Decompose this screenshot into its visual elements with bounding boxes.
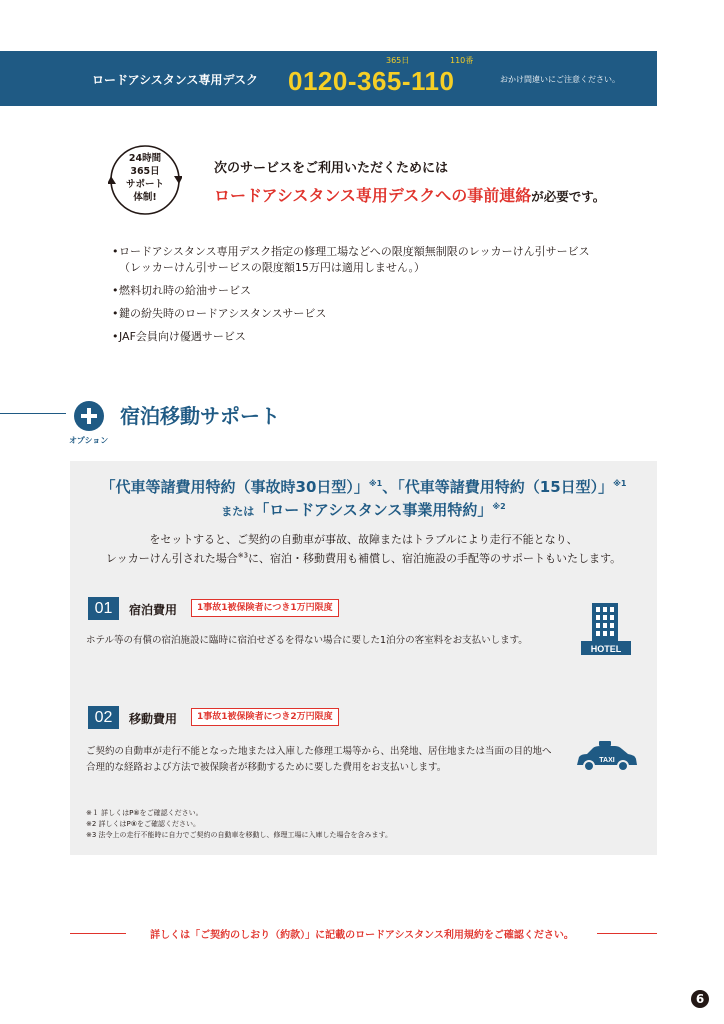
plus-icon	[74, 401, 104, 431]
desc-text-b: に、宿泊・移動費用も補償し、宿泊施設の手配等のサポートもいたします。	[248, 552, 622, 565]
panel-description-2	[70, 550, 657, 566]
badge-line-1: 24時間	[128, 153, 162, 164]
service-list	[112, 244, 672, 352]
footnote-3: ※3 法令上の走行不能時に自力でご契約の自動車を移動し、修理工場に入庫した場合を含みます。	[86, 831, 392, 839]
rider-name-3: 「ロードアシスタンス事業用特約」	[254, 501, 493, 519]
section-rule	[0, 413, 66, 414]
section-title: 宿泊移動サポート	[120, 404, 280, 428]
item-body-transport: ご契約の自動車が走行不能となった地または入庫した修理工場等から、出発地、居住地または当面の目的地へ合理的な経路および方法で被保険者が移動するために要した費用をお支払いします。	[86, 746, 552, 773]
list-item-text: ロードアシスタンス専用デスク指定の修理工場などへの限度額無制限のレッカーけん引サービス	[119, 245, 590, 258]
panel-lead-1	[70, 476, 657, 497]
hotel-icon	[581, 599, 631, 657]
footnote-2: ※2 詳しくはP⑧をご確認ください。	[86, 820, 201, 828]
page-number: 6	[691, 990, 709, 1008]
footnote-mark: ※1	[368, 479, 383, 488]
item-number-02: 02	[88, 706, 119, 729]
list-item-text: JAF会員向け優遇サービス	[119, 330, 246, 343]
footnotes	[86, 808, 392, 841]
dial-caution: おかけ間違いにご注意ください。	[500, 75, 620, 84]
hotel-label: HOTEL	[590, 644, 622, 654]
intro-highlight: ロードアシスタンス専用デスクへの事前連絡	[214, 186, 532, 205]
list-item	[112, 306, 672, 322]
list-item-text: 燃料切れ時の給油サービス	[119, 284, 251, 297]
item-title-lodging: 宿泊費用	[129, 603, 178, 617]
footnote-mark: ※1	[613, 479, 627, 488]
phone-number-link[interactable]: 0120-365-110	[288, 66, 455, 96]
option-label: オプション	[69, 436, 109, 445]
desk-label: ロードアシスタンス専用デスク	[92, 73, 258, 87]
item-number-01: 01	[88, 597, 119, 620]
footnote-mark: ※3	[237, 551, 249, 560]
header-band	[0, 51, 657, 106]
list-item-text: 鍵の紛失時のロードアシスタンスサービス	[119, 307, 327, 320]
footer-rule-left	[70, 933, 126, 934]
footer-note: 詳しくは「ご契約のしおり（約款）」に記載のロードアシスタンス利用規約をご確認ください。	[150, 930, 574, 941]
badge-line-3: サポート	[125, 179, 164, 190]
list-item	[112, 329, 672, 345]
footnote-1: ※１ 詳しくはP⑧をご確認ください。	[86, 809, 203, 817]
lead-prefix: または	[221, 505, 255, 518]
footer-rule-right	[597, 933, 657, 934]
intro-requirement	[214, 183, 605, 206]
limit-badge-lodging: 1事故1被保険者につき1万円限度	[191, 599, 339, 617]
annotation-365: 365日	[386, 56, 410, 65]
list-item	[112, 283, 672, 299]
intro-text: 次のサービスをご利用いただくためには	[214, 161, 449, 176]
badge-line-4: 体制!	[133, 192, 157, 203]
list-item-note: （レッカーけん引サービスの限度額15万円は適用しません。）	[119, 261, 426, 274]
footnote-mark: ※2	[492, 502, 506, 511]
desc-text-a: レッカーけん引された場合	[105, 552, 238, 565]
rider-name-2: 、「代車等諸費用特約（15日型）」	[382, 478, 614, 496]
taxi-label: TAXI	[599, 757, 615, 764]
limit-badge-transport: 1事故1被保険者につき2万円限度	[191, 708, 339, 726]
annotation-110: 110番	[450, 56, 474, 65]
support-badge	[108, 143, 182, 217]
badge-line-2: 365日	[130, 166, 160, 177]
panel-lead-2	[70, 499, 657, 520]
panel-description-1: をセットすると、ご契約の自動車が事故、故障またはトラブルにより走行不能となり、	[149, 533, 578, 546]
list-item	[112, 244, 672, 276]
coverage-panel	[70, 461, 657, 855]
rider-name-1: 「代車等諸費用特約（事故時30日型）」	[100, 478, 369, 496]
item-body-lodging: ホテル等の有償の宿泊施設に臨時に宿泊せざるを得ない場合に要した1泊分の客室料をお支払いします。	[86, 635, 528, 646]
taxi-icon	[573, 741, 639, 775]
intro-tail: が必要です。	[531, 189, 606, 204]
item-title-transport: 移動費用	[129, 712, 178, 726]
